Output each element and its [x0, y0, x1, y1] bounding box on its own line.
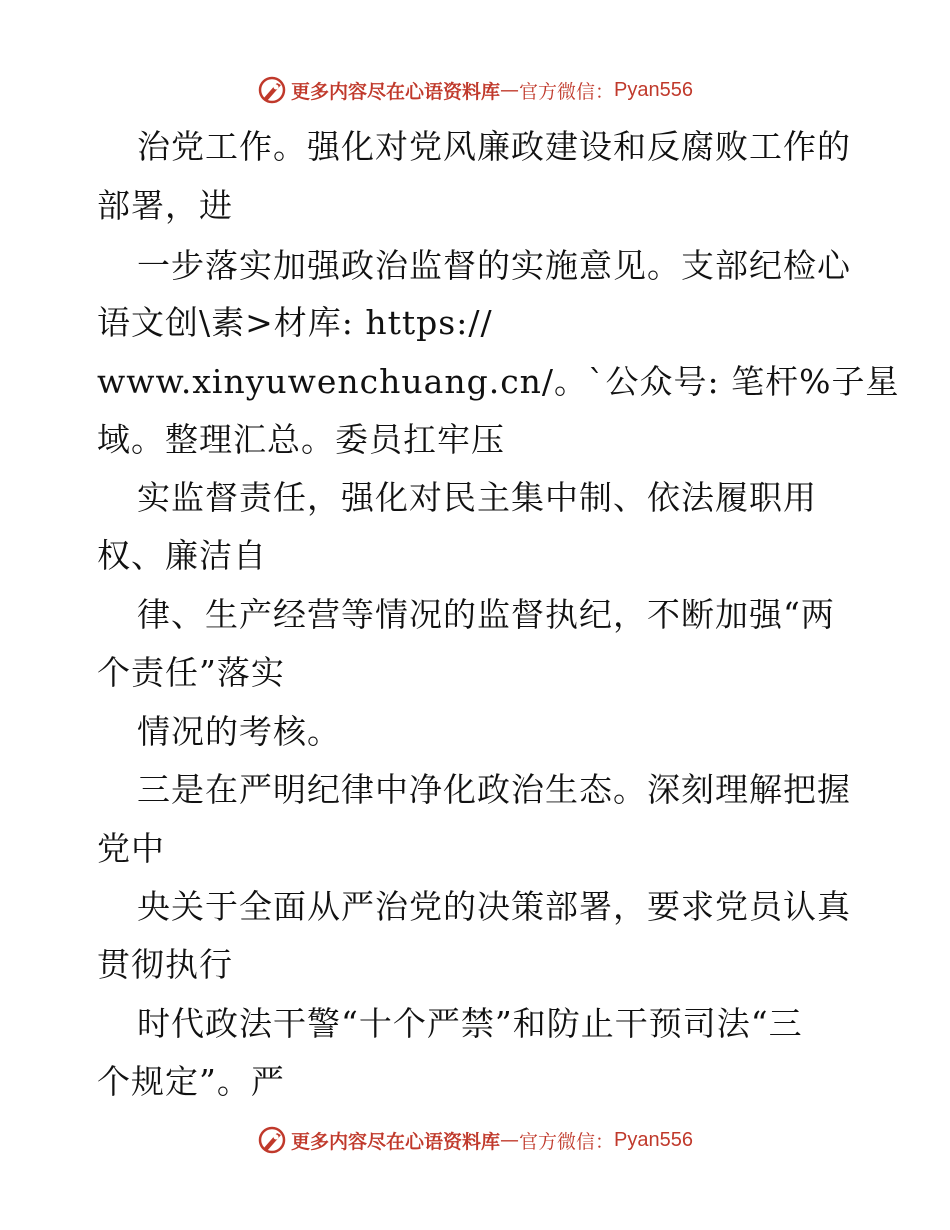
text-line: 三是在严明纪律中净化政治生态。深刻理解把握	[137, 770, 851, 809]
text-line: 语文创\素>材库: https://	[97, 303, 493, 342]
text-line: 贯彻执行	[97, 945, 233, 984]
text-line: 实监督责任，强化对民主集中制、依法履职用	[137, 478, 817, 517]
watermark-dash: —	[500, 79, 520, 101]
pen-logo-icon	[257, 75, 287, 105]
watermark-wechat-id: Pyan556	[614, 1128, 693, 1151]
text-line: 域。整理汇总。委员扛牢压	[97, 420, 505, 459]
footer-watermark	[0, 1120, 950, 1160]
text-line: 个规定”。严	[97, 1062, 285, 1101]
text-line: 部署，进	[97, 186, 233, 225]
text-line: 情况的考核。	[137, 712, 341, 751]
watermark-site-text: 更多内容尽在心语资料库	[291, 1130, 501, 1153]
text-line: 时代政法干警“十个严禁”和防止干预司法“三	[137, 1004, 803, 1043]
text-line: 党中	[97, 829, 165, 868]
text-line: www.xinyuwenchuang.cn/。`公众号: 笔杆%子星	[97, 362, 900, 401]
text-line: 个责任”落实	[97, 653, 285, 692]
text-line: 央关于全面从严治党的决策部署，要求党员认真	[137, 887, 851, 926]
header-watermark	[0, 70, 950, 110]
watermark-wechat-label: 官方微信：	[519, 80, 615, 103]
watermark-dash: —	[500, 1129, 520, 1151]
text-line: 治党工作。强化对党风廉政建设和反腐败工作的	[137, 127, 851, 166]
pen-logo-icon	[257, 1125, 287, 1155]
watermark-site-text: 更多内容尽在心语资料库	[291, 80, 501, 103]
watermark-wechat-label: 官方微信：	[519, 1130, 615, 1153]
watermark-wechat-id: Pyan556	[614, 78, 693, 101]
text-line: 一步落实加强政治监督的实施意见。支部纪检心	[137, 246, 851, 285]
text-line: 权、廉洁自	[97, 536, 267, 575]
text-line: 律、生产经营等情况的监督执纪，不断加强“两	[137, 595, 835, 634]
